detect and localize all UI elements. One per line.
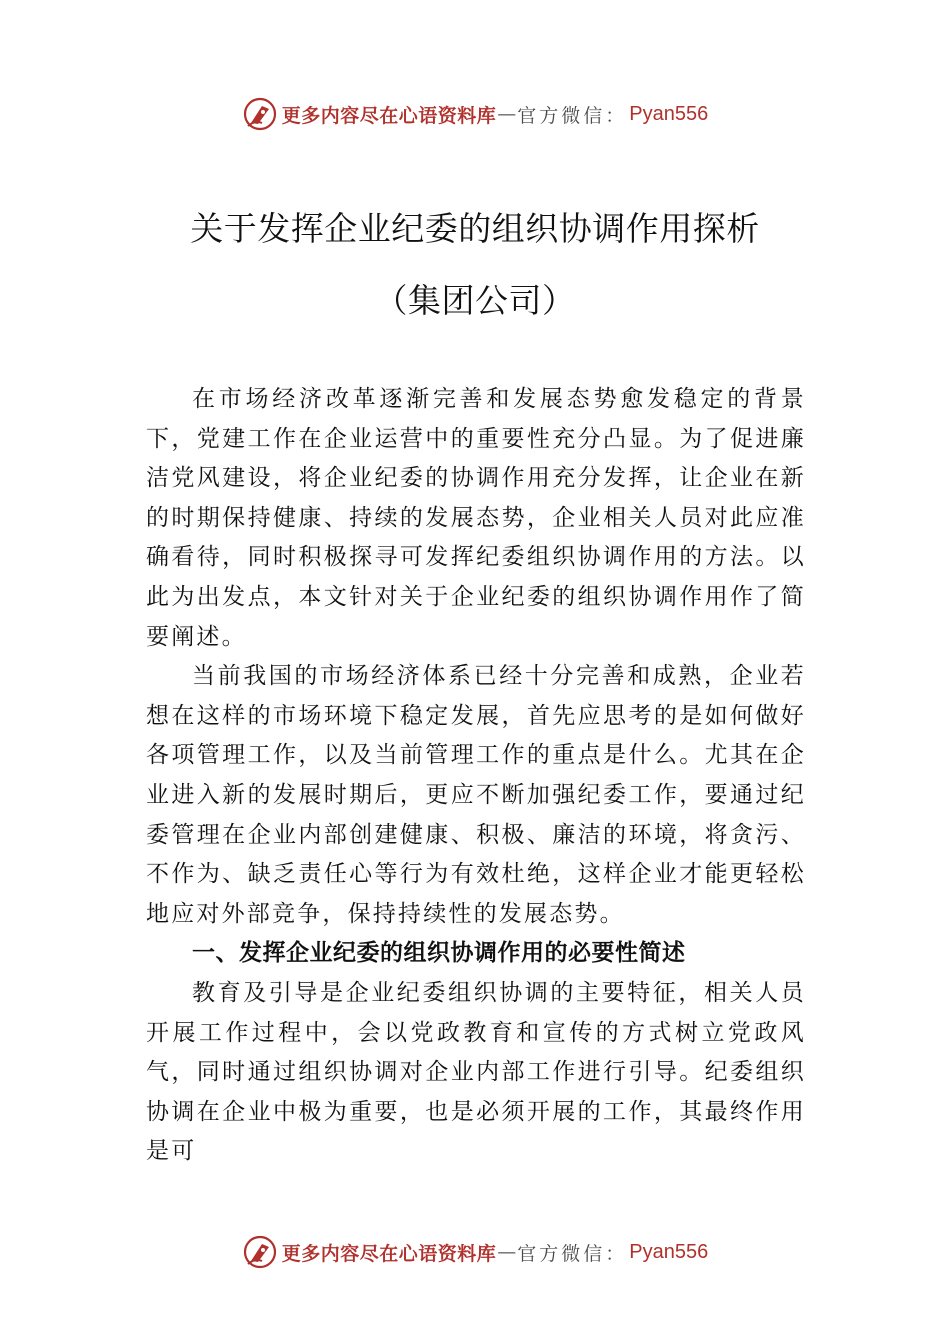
banner-separator: — xyxy=(497,1241,517,1263)
document-body xyxy=(146,380,806,1172)
banner-wechat-label: 官方微信： xyxy=(517,104,628,127)
banner-separator: — xyxy=(497,103,517,125)
pen-nib-logo-icon xyxy=(242,96,278,132)
document-title: 关于发挥企业纪委的组织协调作用探析 xyxy=(190,209,760,248)
banner-wechat-label: 官方微信： xyxy=(517,1242,628,1265)
footer-watermark-banner xyxy=(0,1230,950,1274)
body-paragraph: 教育及引导是企业纪委组织协调的主要特征，相关人员开展工作过程中，会以党政教育和宣传的方式树立党政风气，同时通过组织协调对企业内部工作进行引导。纪委组织协调在企业中极为重要，也是必须开展的工作，其最终作用是可 xyxy=(146,979,806,1165)
banner-promo-text: 更多内容尽在心语资料库 xyxy=(281,1242,497,1265)
body-paragraph: 当前我国的市场经济体系已经十分完善和成熟，企业若想在这样的市场环境下稳定发展，首先应思考的是如何做好各项管理工作，以及当前管理工作的重点是什么。尤其在企业进入新的发展时期后，更应不断加强纪委工作，要通过纪委管理在企业内部创建健康、积极、廉洁的环境，将贪污、 不作为、缺乏责任心等行为有效杜绝，这样企业才能更轻松地应对外部竞争，保持持续性的发展态势。 xyxy=(146,663,806,927)
document-subtitle: （集团公司） xyxy=(374,281,576,320)
section-heading: 一、发挥企业纪委的组织协调作用的必要性简述 xyxy=(192,940,686,967)
banner-wechat-id: Pyan556 xyxy=(629,102,709,125)
header-watermark-banner xyxy=(0,92,950,136)
body-paragraph: 在市场经济改革逐渐完善和发展态势愈发稳定的背景下，党建工作在企业运营中的重要性充分凸显。为了促进廉洁党风建设，将企业纪委的协调作用充分发挥，让企业在新的时期保持健康、持续的发展态势，企业相关人员对此应准确看待，同时积极探寻可发挥纪委组织协调作用的方法。以此为出发点，本文针对关于企业纪委的组织协调作用作了简要阐述。 xyxy=(146,386,806,650)
pen-nib-logo-icon xyxy=(242,1234,278,1270)
banner-promo-text: 更多内容尽在心语资料库 xyxy=(281,104,497,127)
banner-wechat-id: Pyan556 xyxy=(629,1240,709,1263)
